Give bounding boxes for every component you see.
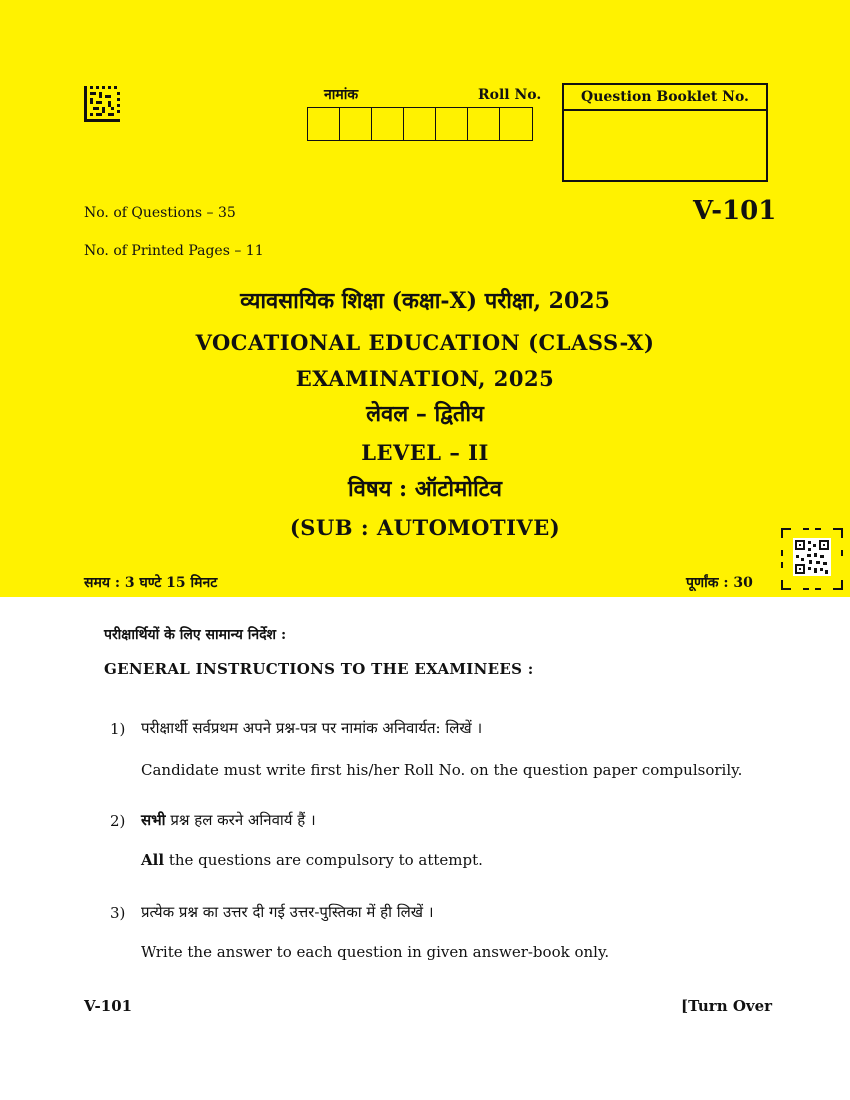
subject-english: (SUB : AUTOMOTIVE) — [289, 515, 561, 540]
instruction-hindi: प्रत्येक प्रश्न का उत्तर दी गई उत्तर-पुस्तिका में ही लिखें । — [141, 903, 434, 921]
max-marks: पूर्णांक : 30 — [686, 575, 753, 591]
turn-over: [Turn Over — [681, 997, 773, 1015]
booklet-label: Question Booklet No. — [564, 85, 766, 111]
instruction-english — [141, 851, 483, 869]
roll-digit-box[interactable] — [340, 108, 372, 140]
num-pages: No. of Printed Pages – 11 — [84, 243, 264, 259]
qr-code-icon — [781, 528, 843, 590]
level-english: LEVEL – II — [361, 440, 489, 465]
question-booklet-box — [562, 83, 768, 182]
title-english-line2: EXAMINATION, 2025 — [295, 366, 555, 391]
roll-digit-box[interactable] — [436, 108, 468, 140]
level-hindi: लेवल – द्वितीय — [366, 401, 484, 427]
roll-digit-box[interactable] — [308, 108, 340, 140]
instructions-heading-hindi: परीक्षार्थियों के लिए सामान्य निर्देश : — [104, 627, 287, 643]
instruction-english-rest: the questions are compulsory to attempt. — [164, 851, 483, 869]
instruction-number: 2) — [110, 812, 126, 830]
instruction-hindi — [141, 810, 316, 830]
roll-label-english: Roll No. — [478, 87, 542, 103]
num-questions: No. of Questions – 35 — [84, 205, 236, 221]
instruction-number: 3) — [110, 904, 126, 922]
roll-label-hindi: नामांक — [324, 87, 359, 103]
instructions-heading-english: GENERAL INSTRUCTIONS TO THE EXAMINEES : — [104, 660, 534, 678]
datamatrix-barcode-icon — [84, 86, 120, 122]
instruction-english: Candidate must write first his/her Roll No. on the question paper compulsorily. — [141, 761, 743, 779]
roll-digit-box[interactable] — [468, 108, 500, 140]
subject-hindi: विषय : ऑटोमोटिव — [347, 476, 502, 502]
paper-code: V-101 — [693, 196, 777, 226]
instruction-english: Write the answer to each question in given answer-book only. — [141, 943, 610, 961]
roll-digit-box[interactable] — [404, 108, 436, 140]
footer-paper-code: V-101 — [84, 997, 133, 1015]
instruction-hindi-bold: सभी — [141, 811, 166, 829]
exam-duration: समय : 3 घण्टे 15 मिनट — [84, 575, 218, 591]
instruction-hindi-rest: प्रश्न हल करने अनिवार्य हैं । — [165, 811, 316, 829]
roll-digit-box[interactable] — [500, 108, 532, 140]
title-hindi: व्यावसायिक शिक्षा (कक्षा-X) परीक्षा, 2025 — [240, 288, 610, 314]
roll-number-boxes — [307, 107, 533, 141]
instruction-english-bold: All — [141, 851, 165, 869]
instruction-number: 1) — [110, 720, 126, 738]
roll-digit-box[interactable] — [372, 108, 404, 140]
title-english-line1: VOCATIONAL EDUCATION (CLASS-X) — [195, 330, 655, 355]
instruction-hindi: परीक्षार्थी सर्वप्रथम अपने प्रश्न-पत्र पर नामांक अनिवार्यत: लिखें । — [141, 719, 483, 737]
